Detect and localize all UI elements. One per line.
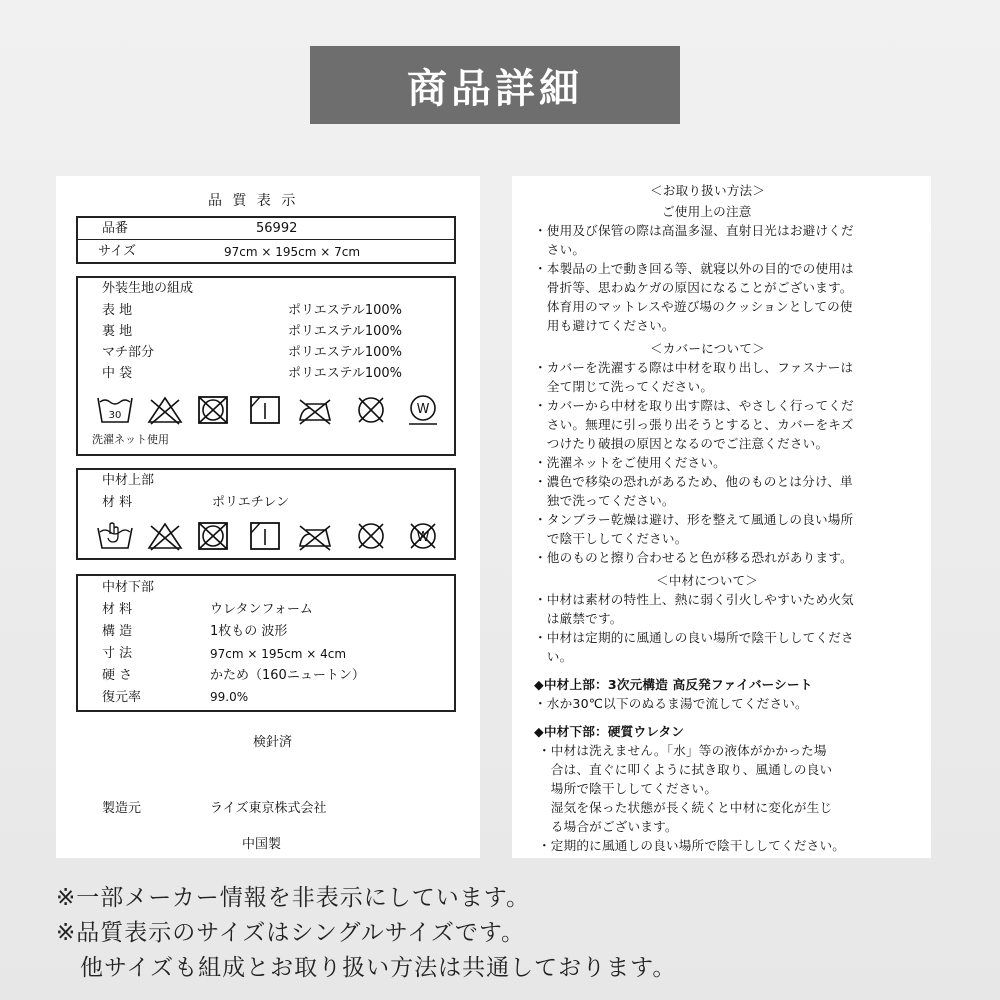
handling-line: ・カバーから中材を取り出す際は、やさしく行ってくだ — [534, 398, 854, 413]
handling-line: ・使用及び保管の際は高温多湿、直射日光はお避けくだ — [534, 223, 854, 238]
footer-note: ※一部メーカー情報を非表示にしています。 — [56, 885, 530, 911]
handling-line: ・中材は素材の特性上、熱に弱く引火しやすいため火気 — [534, 592, 854, 607]
handling-line: い。 — [534, 649, 573, 664]
no-bleach-icon — [146, 520, 184, 552]
no-tumble-dry-icon — [194, 394, 232, 426]
handling-line: ・中材は定期的に風通しの良い場所で陰干ししてくださ — [534, 630, 854, 645]
handling-line: 全て閉じて洗ってください。 — [534, 379, 714, 394]
cover-heading: ＜カバーについて＞ — [650, 341, 765, 356]
wash-net-note: 洗濯ネット使用 — [92, 433, 169, 446]
wet-clean-icon — [404, 394, 442, 426]
handling-line: ・カバーを洗濯する際は中材を取り出し、ファスナーは — [534, 360, 854, 375]
handling-line: さい。 — [534, 242, 586, 257]
lower-value-4: かため（160ニュートン） — [210, 668, 365, 683]
size-value: 97cm × 195cm × 7cm — [224, 245, 361, 259]
svg-text:W: W — [416, 530, 430, 545]
wash-30-icon — [96, 394, 134, 426]
quality-label-sheet — [56, 176, 480, 858]
handling-line: ・他のものと擦り合わせると色が移る恐れがあります。 — [534, 550, 853, 565]
footer-note: ※品質表示のサイズはシングルサイズです。 — [56, 920, 526, 946]
outer-part-3: マチ部分 — [102, 345, 155, 360]
lower-key-1: 材 料 — [102, 602, 133, 617]
handling-line: ・洗濯ネットをご使用ください。 — [534, 455, 726, 470]
no-iron-icon — [296, 520, 334, 552]
no-iron-icon — [296, 394, 334, 426]
outer-part-2: 裏 地 — [102, 324, 133, 339]
product-no-label: 品番 — [102, 221, 129, 236]
no-dry-clean-icon — [352, 394, 390, 426]
lower-key-3: 寸 法 — [102, 646, 133, 661]
usage-notes-heading: ご使用上の注意 — [662, 204, 752, 219]
handling-line: ・中材は洗えません。「水」等の液体がかかった場 — [538, 743, 827, 758]
handling-heading: ＜お取り扱い方法＞ — [650, 183, 766, 198]
line-dry-shade-icon — [246, 520, 284, 552]
line-dry-shade-icon — [246, 394, 284, 426]
handling-instructions-sheet — [512, 176, 931, 858]
lower-key-5: 復元率 — [102, 690, 142, 705]
handling-line: 用も避けてください。 — [534, 318, 675, 333]
maker-label: 製造元 — [102, 801, 142, 816]
no-wet-clean-icon — [404, 520, 442, 552]
handling-line: は厳禁です。 — [534, 611, 623, 626]
inspected-note: 検針済 — [253, 735, 293, 750]
no-bleach-icon — [146, 394, 184, 426]
hand-wash-icon — [96, 520, 134, 552]
handling-line: 湿気を保った状態が長く続くと中材に変化が生じ — [538, 800, 833, 815]
label-title: 品 質 表 示 — [208, 193, 299, 209]
lower-key-2: 構 造 — [102, 624, 133, 639]
handling-line: ・本製品の上で動き回る等、就寝以外の目的での使用は — [534, 261, 854, 276]
lower-value-3: 97cm × 195cm × 4cm — [210, 647, 347, 661]
outer-part-4: 中 袋 — [102, 366, 133, 381]
handling-line: ・水か30℃以下のぬるま湯で流してください。 — [534, 696, 808, 711]
handling-line: る場合がございます。 — [538, 819, 678, 834]
svg-text:W: W — [416, 402, 430, 417]
country-of-origin: 中国製 — [242, 837, 282, 852]
product-no-value: 56992 — [256, 221, 298, 236]
page-title: 商品詳細 — [407, 65, 583, 112]
lower-heading: 中材下部 — [102, 580, 155, 595]
handling-line: 場所で陰干ししてください。 — [538, 781, 718, 796]
handling-line: ・濃色で移染の恐れがあるため、他のものとは分け、単 — [534, 474, 853, 489]
footer-note: 他サイズも組成とお取り扱い方法は共通しております。 — [56, 955, 677, 981]
outer-material-3: ポリエステル100% — [288, 345, 402, 360]
outer-material-2: ポリエステル100% — [288, 324, 402, 339]
outer-material-1: ポリエステル100% — [288, 303, 402, 318]
filling-heading: ＜中材について＞ — [656, 573, 759, 588]
upper-material-label: 材 料 — [102, 495, 133, 510]
handling-line: ・定期的に風通しの良い場所で陰干ししてください。 — [538, 838, 846, 853]
upper-material-value: ポリエチレン — [212, 495, 290, 510]
lower-value-5: 99.0% — [210, 690, 249, 704]
size-label: サイズ — [98, 244, 136, 259]
outer-heading: 外装生地の組成 — [102, 281, 194, 296]
lower-key-4: 硬 さ — [102, 668, 133, 683]
handling-line: で陰干ししてください。 — [534, 531, 688, 546]
outer-part-1: 表 地 — [102, 303, 133, 318]
handling-line: さい。無理に引っ張り出そうとすると、カバーをキズ — [534, 417, 854, 432]
no-tumble-dry-icon — [194, 520, 232, 552]
handling-line: つけたり破損の原因となるのでご注意ください。 — [534, 436, 829, 451]
handling-line: ・タンブラー乾燥は避け、形を整えて風通しの良い場所 — [534, 512, 854, 527]
svg-text:30: 30 — [108, 410, 122, 421]
lower-value-2: 1枚もの 波形 — [210, 624, 288, 639]
handling-line: 独で洗ってください。 — [534, 493, 675, 508]
upper-filling-note-heading: ◆中材上部：3次元構造 高反発ファイバーシート — [534, 677, 813, 692]
page-title-banner — [310, 46, 680, 124]
handling-line: 体育用のマットレスや遊び場のクッションとしての使 — [534, 299, 853, 314]
handling-line: 合は、直ぐに叩くように拭き取り、風通しの良い — [538, 762, 833, 777]
maker-value: ライズ東京株式会社 — [210, 801, 327, 816]
divider — [78, 239, 454, 240]
lower-filling-note-heading: ◆中材下部：硬質ウレタン — [534, 724, 685, 739]
upper-heading: 中材上部 — [102, 473, 155, 488]
outer-material-4: ポリエステル100% — [288, 366, 402, 381]
lower-value-1: ウレタンフォーム — [210, 602, 313, 617]
no-dry-clean-icon — [352, 520, 390, 552]
handling-line: 骨折等、思わぬケガの原因になることがございます。 — [534, 280, 853, 295]
